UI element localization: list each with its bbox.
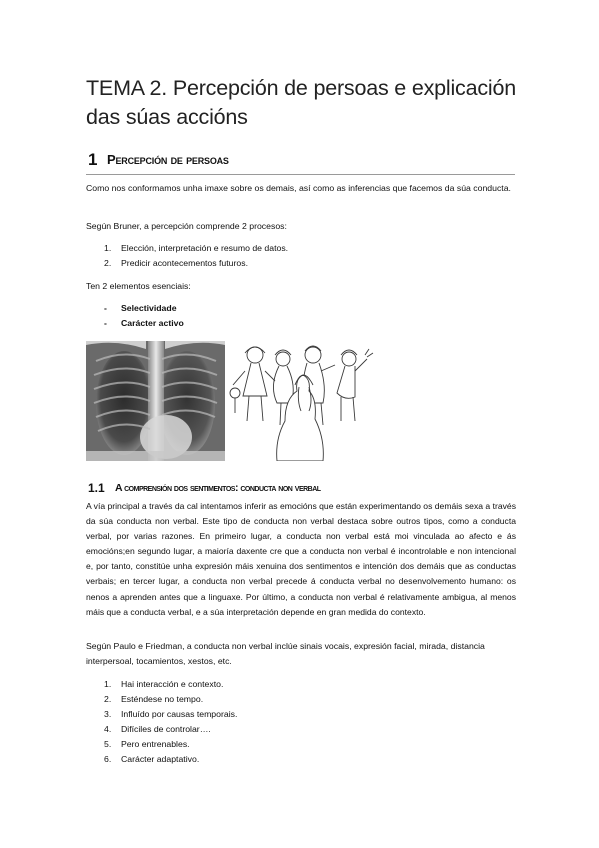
section-heading-1-1 [86, 481, 515, 496]
bruner-paragraph: Según Bruner, a percepción comprende 2 procesos: [86, 221, 287, 231]
subsection-number: 1.1 [88, 481, 105, 495]
elements-list [86, 301, 184, 331]
subsection-title: A comprensión dos sentimentos: conducta non verbal [115, 482, 321, 494]
nonverbal-paragraph: A vía principal a través da cal intentamos inferir as emocións que están experimentando os demáis sexa a través da súa conducta non verbal. Este tipo de conducta non verbal destaca sobre outros tipos, como a conducta verbal, por varias razones. En primeiro lugar, a conducta non verbal está moi vinculada ao afecto e ás emocións;en segundo lugar, a maioría daxente cre que a conducta non verbal é incontrolable e non intencional e, por tanto, constitúe unha expresión máis xenuina dos sentimentos e intención dos demáis que as conductas verbais; en tercer lugar, a conducta non verbal precede á conducta verbal no desenvolvemento humano: os nenos a aprenden antes que a linguaxe. Por último, a conducta non verbal é relativamente ambigua, al menos máis que a conducta verbal, e a súa interpretación depende en gran medida do contexto. [86, 501, 516, 617]
list-item: 1. Elección, interpretación e resumo de datos. [104, 243, 289, 253]
list-item: 1. Hai interacción e contexto. [104, 679, 224, 689]
list-item: - Carácter activo [104, 318, 184, 328]
section-intro-paragraph: Como nos conformamos unha imaxe sobre os demais, así como as inferencias que facemos da súa conducta. [86, 183, 511, 193]
paulo-friedman-paragraph: Según Paulo e Friedman, a conducta non verbal inclúe sinais vocais, expresión facial, mirada, distancia interpersoal, tocamientos, xestos, etc. [86, 641, 485, 667]
section-number: 1 [88, 150, 98, 169]
list-item: 4. Difíciles de controlar…. [104, 724, 211, 734]
list-item: 2. Esténdese no tempo. [104, 694, 204, 704]
list-item: 6. Carácter adaptativo. [104, 754, 200, 764]
section-heading-1 [86, 150, 515, 175]
people-sketch-image [225, 341, 382, 461]
document-title: TEMA 2. Percepción de persoas e explicación das súas accións [86, 76, 516, 129]
elements-paragraph: Ten 2 elementos esenciais: [86, 281, 191, 291]
list-item: 5. Pero entrenables. [104, 739, 190, 749]
list-item: - Selectividade [104, 303, 177, 313]
processes-list [86, 241, 288, 271]
list-item: 2. Predicir acontecementos futuros. [104, 258, 248, 268]
section-title: Percepción de persoas [107, 152, 229, 167]
list-item: 3. Influído por causas temporais. [104, 709, 238, 719]
chest-xray-image [86, 341, 225, 461]
features-list [86, 677, 237, 767]
